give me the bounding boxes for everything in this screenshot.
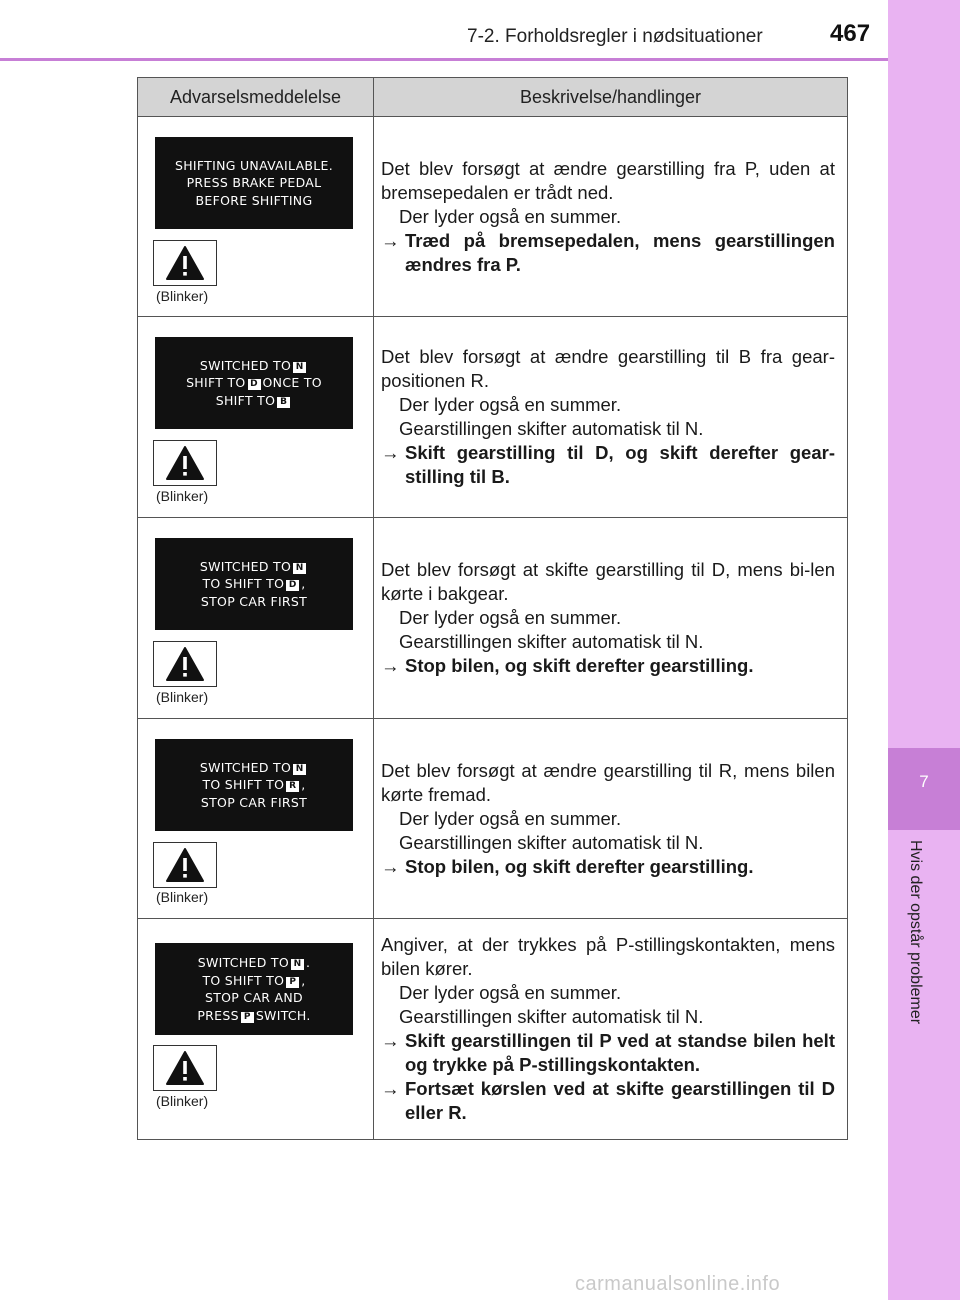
column-header-description: Beskrivelse/handlinger: [374, 78, 848, 117]
display-line: SWITCHED TO N: [200, 760, 308, 775]
action-item: [381, 855, 835, 879]
warning-triangle-icon: [153, 440, 217, 486]
chapter-number: 7: [919, 772, 929, 791]
warning-triangle-icon: [153, 240, 217, 286]
warning-display: [155, 137, 353, 229]
action-item: [381, 1077, 835, 1125]
action-text: Skift gearstilling til D, og skift derefter gear-stilling til B.: [405, 442, 835, 487]
table-row: [138, 518, 848, 719]
note-text: Der lyder også en summer.: [399, 607, 622, 628]
table-row: [138, 919, 848, 1140]
chapter-number-tab[interactable]: [888, 748, 960, 830]
display-line: BEFORE SHIFTING: [195, 192, 313, 208]
note-text: Der lyder også en summer.: [399, 205, 622, 227]
action-item: [381, 1029, 835, 1077]
chapter-title-tab: [906, 840, 936, 1080]
note-text: Gearstillingen skifter automatisk til N.: [399, 631, 704, 652]
description-text: Det blev forsøgt at ændre gearstilling fra P, uden at bremsepedalen er trådt ned.: [381, 157, 835, 203]
note-text: Der lyder også en summer.: [399, 807, 622, 829]
action-text: Skift gearstillingen til P ved at standse bilen helt og trykke på P-stillingskontakten.: [405, 1030, 835, 1075]
gear-key-box: D: [248, 379, 261, 390]
warning-display: [155, 739, 353, 831]
action-text: Stop bilen, og skift derefter gearstilling.: [405, 655, 754, 676]
gear-key-box: D: [286, 580, 299, 591]
blinker-label: (Blinker): [156, 288, 209, 304]
table-row: [138, 117, 848, 317]
chapter-title: Hvis der opstår problemer: [907, 840, 924, 1025]
note-text: Gearstillingen skifter automatisk til N.: [399, 1006, 704, 1027]
arrow-right-icon: →: [381, 855, 400, 877]
arrow-right-icon: →: [381, 1030, 400, 1051]
description-cell: [374, 518, 848, 719]
note-text: Gearstillingen skifter automatisk til N.: [399, 831, 704, 853]
display-line: SHIFT TO D ONCE TO: [186, 375, 322, 391]
table-row: [138, 719, 848, 919]
warning-display: [155, 337, 353, 429]
display-line: TO SHIFT TO D ,: [202, 576, 306, 592]
description-text: Det blev forsøgt at skifte gearstilling til D, mens bi-len kørte i bakgear.: [381, 559, 835, 604]
gear-key-box: P: [286, 977, 299, 988]
warning-triangle-icon: [153, 842, 217, 888]
page-number: 467: [830, 20, 871, 47]
blinker-label: (Blinker): [156, 889, 209, 905]
warning-triangle-icon: [153, 641, 217, 687]
header-rule: [0, 58, 888, 61]
gear-key-box: B: [277, 397, 290, 408]
display-line: SWITCHED TO N: [200, 358, 308, 373]
display-line: SHIFTING UNAVAILABLE.: [174, 157, 334, 173]
warning-triangle-icon: [153, 1045, 217, 1091]
column-header-message: Advarselsmeddelelse: [138, 78, 374, 117]
side-tab: [888, 0, 960, 1300]
action-item: [381, 229, 835, 277]
description-text: Det blev forsøgt at ændre gearstilling til B fra gear-positionen R.: [381, 346, 835, 391]
display-line: STOP CAR FIRST: [200, 593, 308, 609]
description-cell: [374, 317, 848, 518]
arrow-right-icon: →: [381, 229, 400, 251]
arrow-right-icon: →: [381, 442, 400, 463]
display-line: SWITCHED TO N: [200, 559, 308, 574]
action-item: [381, 441, 835, 489]
message-cell: [138, 317, 374, 518]
action-item: [381, 654, 835, 678]
description-text: Angiver, at der trykkes på P-stillingskontakten, mens bilen kører.: [381, 934, 835, 979]
table-row: [138, 317, 848, 518]
display-line: TO SHIFT TO R ,: [202, 777, 306, 793]
blinker-label: (Blinker): [156, 488, 209, 504]
gear-key-box: N: [293, 563, 306, 574]
action-text: Træd på bremsepedalen, mens gearstillingen ændres fra P.: [405, 229, 835, 275]
warning-display: [155, 538, 353, 630]
note-text: Der lyder også en summer.: [399, 394, 622, 415]
watermark: carmanualsonline.info: [575, 1273, 781, 1295]
description-cell: [374, 117, 848, 317]
display-line: PRESS BRAKE PEDAL: [186, 175, 322, 191]
display-line: TO SHIFT TO P ,: [202, 972, 306, 988]
gear-key-box: N: [293, 764, 306, 775]
message-cell: [138, 919, 374, 1140]
arrow-right-icon: →: [381, 1078, 400, 1099]
display-line: STOP CAR AND: [205, 990, 303, 1005]
gear-key-box: P: [241, 1012, 254, 1023]
arrow-right-icon: →: [381, 655, 400, 676]
warning-table: [137, 77, 848, 1140]
message-cell: [138, 518, 374, 719]
message-cell: [138, 117, 374, 317]
display-line: SHIFT TO B: [216, 393, 292, 408]
description-cell: [374, 719, 848, 919]
gear-key-box: N: [293, 362, 306, 373]
blinker-label: (Blinker): [156, 1093, 209, 1109]
display-line: PRESS P SWITCH.: [197, 1007, 311, 1023]
gear-key-box: R: [286, 781, 299, 792]
blinker-label: (Blinker): [156, 689, 209, 705]
description-cell: [374, 919, 848, 1140]
note-text: Gearstillingen skifter automatisk til N.: [399, 418, 704, 439]
description-text: Det blev forsøgt at ændre gearstilling til R, mens bilen kørte fremad.: [381, 759, 835, 805]
message-cell: [138, 719, 374, 919]
action-text: Fortsæt kørslen ved at skifte gearstillingen til D eller R.: [405, 1078, 835, 1123]
section-title: 7-2. Forholdsregler i nødsituationer: [467, 26, 763, 47]
action-text: Stop bilen, og skift derefter gearstilling.: [405, 855, 754, 877]
warning-display: [155, 943, 353, 1035]
note-text: Der lyder også en summer.: [399, 982, 622, 1003]
display-line: STOP CAR FIRST: [200, 794, 308, 810]
display-line: SWITCHED TO N .: [197, 955, 311, 970]
gear-key-box: N: [291, 959, 304, 970]
table-header-row: [138, 78, 848, 117]
